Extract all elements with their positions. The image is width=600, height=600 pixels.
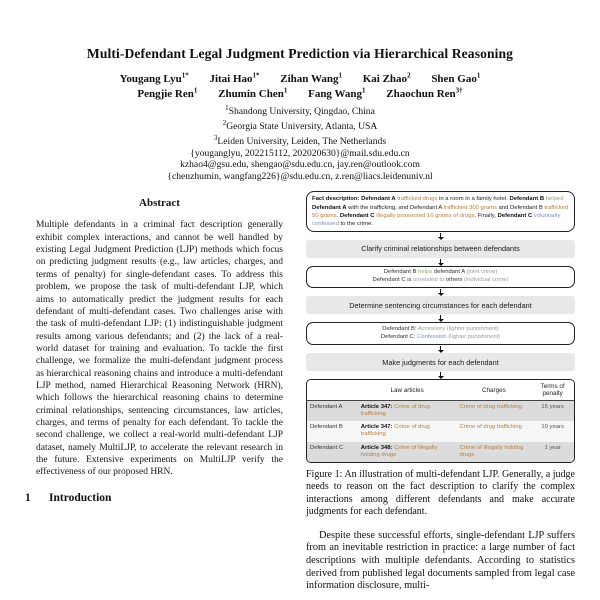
figure-1-caption: Figure 1: An illustration of multi-defendant LJP. Generally, a judge needs to reason on the fact description to clarify the complex interactions among different defendants and make accurate judgments for each defendant. <box>306 469 575 517</box>
column-header <box>307 380 358 401</box>
down-arrow-icon <box>440 372 441 376</box>
relationship-line: Defendant B helps defendant A (joint crime) <box>383 269 498 276</box>
column-header: Terms of penalty <box>531 380 574 401</box>
right-column <box>306 191 575 592</box>
defendant-label: Defendant C <box>307 442 358 463</box>
affiliations <box>0 103 600 147</box>
email-line: {youganglyu, 202215112, 202020630}@mail.sdu.edu.cn <box>190 147 410 159</box>
author: Fang Wang$^1$ <box>308 86 366 101</box>
email-line: {chenzhumin, wangfang226}@sdu.edu.cn, z.ren@liacs.leidenuniv.nl <box>167 170 433 182</box>
affiliation: $^3$Leiden University, Leiden, The Netherlands <box>213 133 387 148</box>
penalty-cell: 1 year <box>531 442 574 463</box>
circumstance-line: Defendant B: Accessory (lighter punishment) <box>382 325 499 332</box>
law-article-cell: Article 347: Crime of drug trafficking <box>358 421 457 442</box>
author-list <box>0 71 600 100</box>
relationship-line: Defendant C is unrelated to others (individual crime) <box>372 277 509 284</box>
section-heading-introduction <box>25 492 294 504</box>
figure-1 <box>306 191 575 463</box>
paper-header <box>0 0 600 182</box>
step-clarify-relationships: Clarify criminal relationships between defendants <box>306 240 575 258</box>
relationship-result-box <box>306 266 575 289</box>
paper-title: Multi-Defendant Legal Judgment Prediction via Hierarchical Reasoning <box>86 46 514 61</box>
left-column <box>25 191 294 592</box>
author-row-2 <box>0 87 600 101</box>
abstract-heading: Abstract <box>139 197 180 210</box>
table-row <box>307 442 574 463</box>
introduction-paragraph: Despite these successful efforts, single-defendant LJP suffers from an inevitable restriction in practice: a large number of fact descriptions with multiple defendants. According to statistics derived from published legal documents sampled from legal case information disclosure, multi- <box>306 529 575 592</box>
table-row <box>307 421 574 442</box>
author-row-1 <box>0 71 600 85</box>
circumstance-line: Defendant C: Confession (lighter punishment) <box>380 333 501 340</box>
charge-cell: Crime of drug trafficking <box>457 401 532 422</box>
author: Shen Gao$^1$ <box>431 71 481 85</box>
author: Jitai Hao$^{1*}$ <box>209 71 260 85</box>
section-number: 1 <box>25 491 31 504</box>
author: Zhumin Chen$^1$ <box>218 86 288 101</box>
two-column-body <box>0 191 600 592</box>
table-row <box>307 401 574 422</box>
author: Pengjie Ren$^1$ <box>137 86 198 101</box>
author: Kai Zhao$^2$ <box>362 71 411 85</box>
down-arrow-icon <box>440 289 441 293</box>
penalty-cell: 10 years <box>531 421 574 442</box>
down-arrow-icon <box>440 233 441 237</box>
defendant-label: Defendant A <box>307 401 358 422</box>
down-arrow-icon <box>440 259 441 263</box>
column-header: Charges <box>457 380 532 401</box>
law-article-cell: Article 347: Crime of drug trafficking <box>358 401 457 422</box>
email-line: kzhao4@gsu.edu, shengao@sdu.edu.cn, jay.ren@outlook.com <box>180 159 420 171</box>
law-article-cell: Article 348: Crime of illegally holding drugs <box>358 442 457 463</box>
step-make-judgments: Make judgments for each defendant <box>306 353 575 371</box>
step-determine-circumstances: Determine sentencing circumstances for each defendant <box>306 296 575 314</box>
down-arrow-icon <box>440 315 441 319</box>
table-header-row <box>307 380 574 401</box>
fact-description-box: Fact description: Defendant A trafficked drugs in a room in a family hotel. Defendant B helped Defendant A with the trafficking, and Defendant A trafficked 300 grams and Defendant B trafficked 50 grams. Defendant C illegally possessed 16 grams of drugs. Finally, Defendant C voluntarily confessed to the crime. <box>306 191 575 231</box>
affiliation: $^2$Georgia State University, Atlanta, USA <box>222 119 378 133</box>
penalty-cell: 15 years <box>531 401 574 422</box>
circumstance-result-box <box>306 322 575 345</box>
abstract-text: Multiple defendants in a criminal fact description generally exhibit complex interactions, and cannot be well handled by existing Legal Judgment Prediction (LJP) methods which focus on predicting judgment results (e.g., law articles, charges, and terms of penalty) for single-defendant cases. To address this problem, we propose the task of multi-defendant LJP, which aims to automatically predict the judgment results for each defendant of multi-defendant cases. Two challenges arise with the task of multi-defendant LJP: (1) indistinguishable judgment results among various defendants; and (2) the lack of a real-world dataset for training and evaluation. To tackle the first challenge, we formalize the multi-defendant judgment process as hierarchical reasoning chains and introduce a multi-defendant LJP method, named Hierarchical Reasoning Network (HRN), which follows the hierarchical reasoning chains to determine criminal relationships, sentencing circumstances, law articles, charges, and terms of penalty for each defendant. To tackle the second challenge, we collect a real-world multi-defendant LJP dataset, namely MultiLJP, to accelerate the relevant research in the future. Extensive experiments on MultiLJP verify the effectiveness of our proposed HRN. <box>36 220 283 478</box>
author: Zihan Wang$^1$ <box>280 71 342 85</box>
author: Yougang Lyu$^{1*}$ <box>119 71 189 85</box>
charge-cell: Crime of drug trafficking <box>457 421 532 442</box>
section-title: Introduction <box>49 491 112 504</box>
down-arrow-icon <box>440 346 441 350</box>
charge-cell: Crime of illegally holding drugs <box>457 442 532 463</box>
judgment-table <box>306 379 575 463</box>
affiliation: $^1$Shandong University, Qingdao, China <box>225 104 375 118</box>
author: Zhaochun Ren$^{3\dagger}$ <box>386 86 463 101</box>
defendant-label: Defendant B <box>307 421 358 442</box>
author-emails <box>0 148 600 183</box>
column-header: Law articles <box>358 380 457 401</box>
